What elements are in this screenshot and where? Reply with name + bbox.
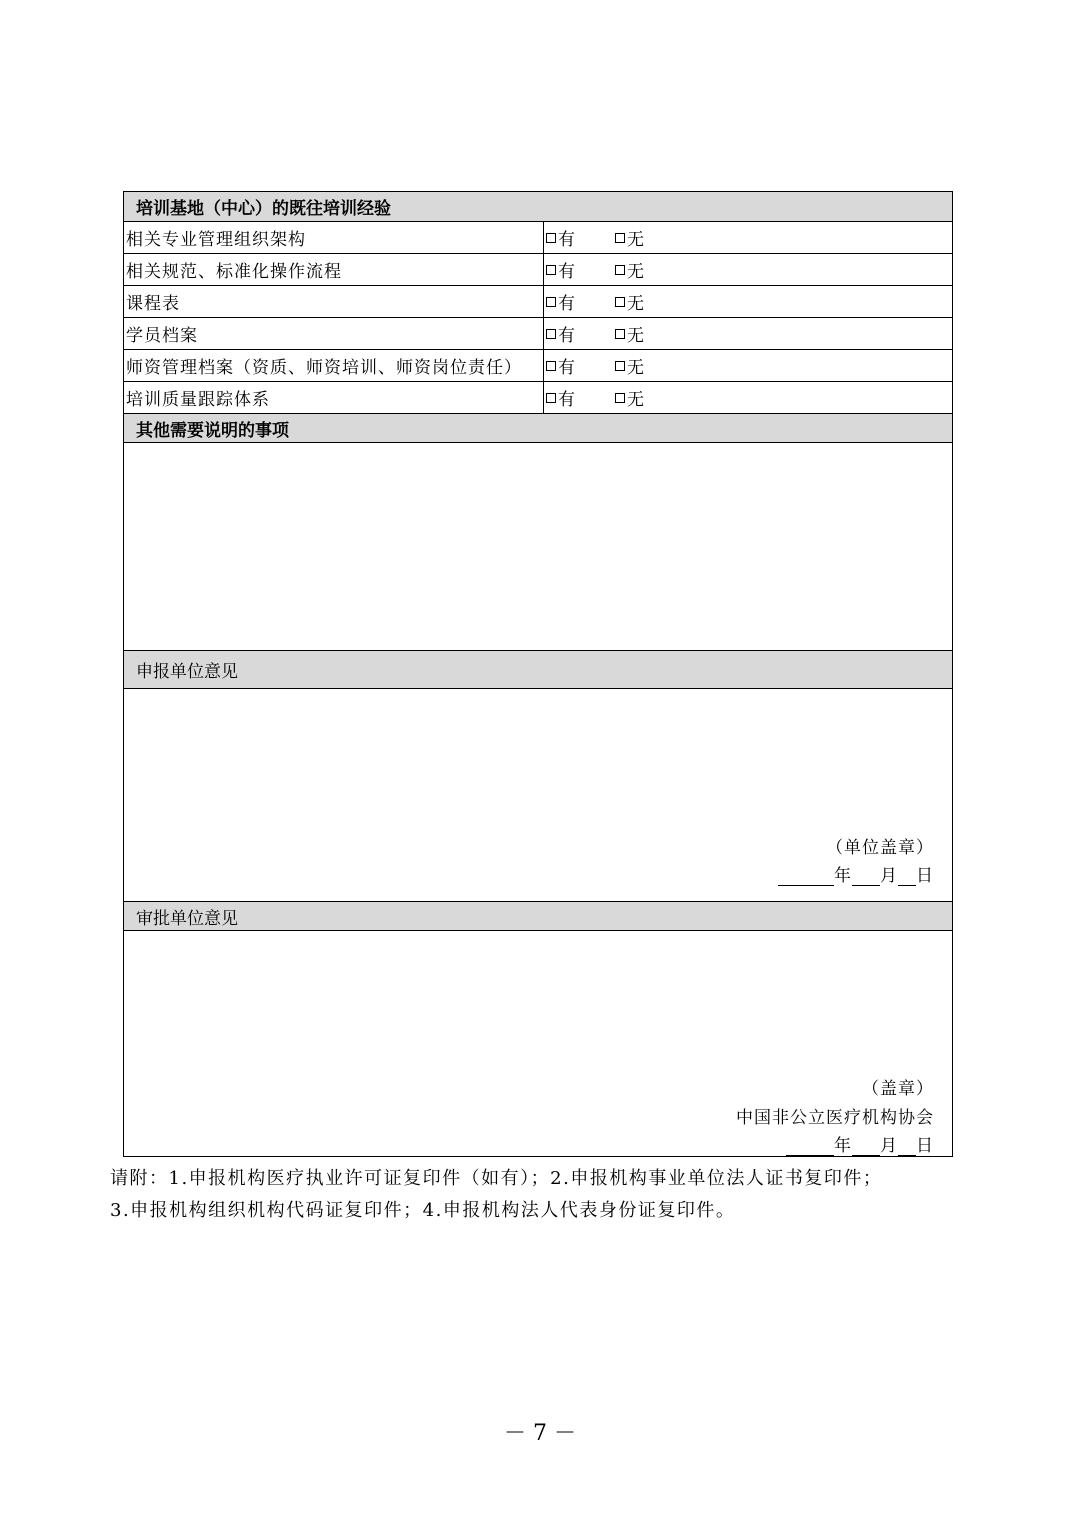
checklist-row	[124, 317, 952, 349]
yes-checkbox[interactable]	[546, 257, 575, 282]
yes-label: 有	[558, 262, 575, 282]
yes-checkbox[interactable]	[546, 385, 575, 410]
year-blank[interactable]	[778, 867, 834, 886]
no-checkbox[interactable]	[615, 257, 644, 282]
no-checkbox[interactable]	[615, 353, 644, 378]
checklist-item-label: 相关专业管理组织架构	[124, 222, 544, 253]
no-checkbox[interactable]	[615, 225, 644, 250]
month-label: 月	[880, 1136, 898, 1156]
other-matters-title: 其他需要说明的事项	[136, 420, 289, 441]
checkbox-icon	[615, 361, 625, 371]
day-blank[interactable]	[898, 867, 916, 886]
checklist-row	[124, 221, 952, 253]
checkbox-icon	[615, 329, 625, 339]
no-label: 无	[627, 294, 644, 314]
checkbox-icon	[615, 265, 625, 275]
application-form-table	[123, 191, 953, 1157]
no-checkbox[interactable]	[615, 385, 644, 410]
yes-checkbox[interactable]	[546, 353, 575, 378]
applicant-seal-label: （单位盖章）	[826, 838, 934, 858]
yes-checkbox[interactable]	[546, 289, 575, 314]
no-label: 无	[627, 230, 644, 250]
yes-label: 有	[558, 326, 575, 346]
checklist-item-label: 师资管理档案（资质、师资培训、师资岗位责任）	[124, 350, 544, 381]
checklist-item-label: 学员档案	[124, 318, 544, 349]
checkbox-icon	[546, 393, 556, 403]
checkbox-icon	[546, 361, 556, 371]
approver-opinion-title: 审批单位意见	[136, 908, 238, 929]
approver-org-name: 中国非公立医疗机构协会	[736, 1108, 934, 1128]
approver-opinion-header	[124, 901, 952, 930]
yes-label: 有	[558, 390, 575, 410]
yes-checkbox[interactable]	[546, 321, 575, 346]
no-label: 无	[627, 358, 644, 378]
experience-section-title: 培训基地（中心）的既往培训经验	[136, 199, 391, 219]
attachments-line-1: 请附：1.申报机构医疗执业许可证复印件（如有）；2.申报机构事业单位法人证书复印件；	[110, 1168, 883, 1189]
yes-label: 有	[558, 230, 575, 250]
applicant-opinion-header	[124, 650, 952, 688]
no-checkbox[interactable]	[615, 289, 644, 314]
approver-date-line	[786, 1131, 934, 1156]
yes-label: 有	[558, 294, 575, 314]
year-blank[interactable]	[786, 1137, 834, 1156]
checklist-item-label: 相关规范、标准化操作流程	[124, 254, 544, 285]
no-label: 无	[627, 262, 644, 282]
day-label: 日	[916, 1136, 934, 1156]
checkbox-icon	[546, 233, 556, 243]
checklist-row	[124, 381, 952, 413]
month-label: 月	[880, 866, 898, 886]
checklist-row	[124, 349, 952, 381]
page-number: － 7 －	[504, 1421, 576, 1446]
experience-section-header	[124, 192, 952, 221]
no-label: 无	[627, 390, 644, 410]
month-blank[interactable]	[852, 1137, 880, 1156]
applicant-opinion-title: 申报单位意见	[136, 662, 238, 682]
checkbox-icon	[546, 297, 556, 307]
checklist-row	[124, 253, 952, 285]
checkbox-icon	[615, 233, 625, 243]
checklist-item-label: 课程表	[124, 286, 544, 317]
applicant-date-line	[778, 861, 934, 886]
checklist-item-label: 培训质量跟踪体系	[124, 382, 544, 413]
approver-seal-label: （盖章）	[862, 1079, 934, 1099]
approver-opinion-field[interactable]	[124, 930, 952, 1156]
other-matters-header	[124, 413, 952, 442]
no-checkbox[interactable]	[615, 321, 644, 346]
month-blank[interactable]	[852, 867, 880, 886]
checkbox-icon	[546, 329, 556, 339]
year-label: 年	[834, 1136, 852, 1156]
checkbox-icon	[546, 265, 556, 275]
checkbox-icon	[615, 297, 625, 307]
applicant-opinion-field[interactable]	[124, 688, 952, 901]
attachments-note	[110, 1163, 950, 1227]
no-label: 无	[627, 326, 644, 346]
yes-checkbox[interactable]	[546, 225, 575, 250]
attachments-line-2: 3.申报机构组织机构代码证复印件；4.申报机构法人代表身份证复印件。	[110, 1200, 736, 1221]
day-blank[interactable]	[898, 1137, 916, 1156]
checkbox-icon	[615, 393, 625, 403]
year-label: 年	[834, 866, 852, 886]
day-label: 日	[916, 866, 934, 886]
checklist-row	[124, 285, 952, 317]
other-matters-field[interactable]	[124, 442, 952, 650]
yes-label: 有	[558, 358, 575, 378]
